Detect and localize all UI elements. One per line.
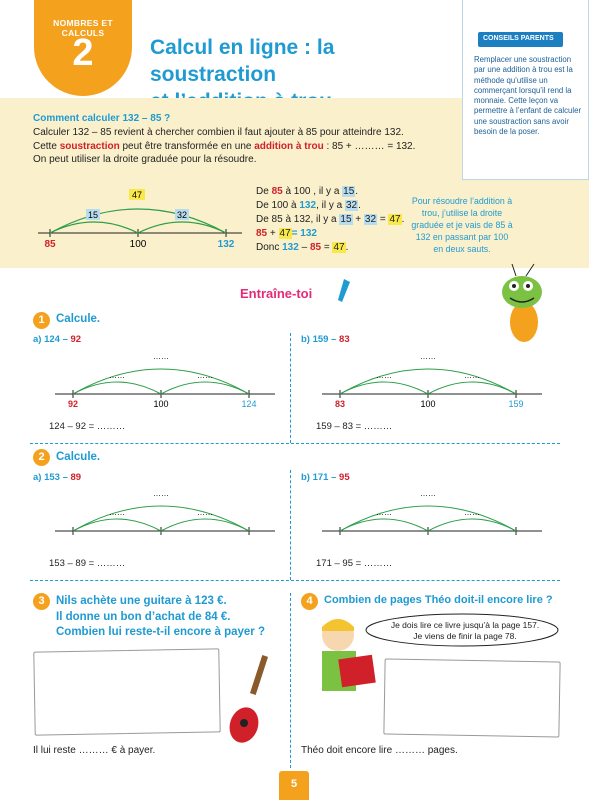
answer-line[interactable]: 153 – 89 = ……… — [49, 558, 126, 569]
title-line-1: Calcul en ligne : la soustraction — [150, 36, 335, 86]
tick-end: 124 — [241, 399, 257, 409]
lesson-number-line — [30, 185, 250, 250]
number-line-1a — [55, 350, 275, 410]
tick-start: 92 — [67, 399, 79, 409]
answer-sentence[interactable]: Il lui reste ……… € à payer. — [33, 745, 156, 756]
arc-label-total: 47 — [131, 190, 143, 200]
svg-text:……: …… — [376, 371, 392, 380]
step: De 85 à 100 , il y a 15. — [256, 186, 359, 197]
arc-label-1: 15 — [87, 210, 99, 220]
category-label: NOMBRES ET CALCULS — [53, 18, 113, 38]
svg-text:……: …… — [464, 371, 480, 380]
exercise-title: Nils achète une guitare à 123 €. Il donne un bon d’achat de 84 €. Combien lui reste-t-il encore à payer ? — [56, 595, 265, 638]
guitar-illustration — [222, 655, 282, 750]
grasshopper-mascot — [494, 262, 554, 352]
answer-sentence[interactable]: Théo doit encore lire ……… pages. — [301, 745, 458, 756]
number-line-2b — [322, 487, 542, 542]
practice-title: Entraîne-toi — [240, 286, 313, 301]
exercise-number: 3 — [33, 593, 50, 610]
answer-line[interactable]: 159 – 83 = ……… — [316, 421, 393, 432]
svg-text:……: …… — [420, 352, 436, 361]
tick-end: 132 — [217, 239, 235, 250]
lesson-explanation — [33, 126, 453, 167]
tick-end: 159 — [508, 399, 524, 409]
item-label: a) 124 – 92 — [33, 334, 82, 345]
answer-line[interactable]: 171 – 95 = ……… — [316, 558, 393, 569]
number-line-1b — [322, 350, 542, 410]
answer-notepad[interactable] — [33, 648, 220, 735]
tip-text: Pour résoudre l’addition à trou, j’utilise la droite graduée et je vais de 85 à 132 en passant par 100 en deux sauts. — [411, 196, 513, 254]
lesson-number: 2 — [72, 32, 94, 74]
item-label: a) 153 – 89 — [33, 472, 82, 483]
step: De 100 à 132, il y a 32. — [256, 200, 361, 211]
tick-start: 83 — [334, 399, 346, 409]
speech-text: Je dois lire ce livre jusqu’à la page 157. Je viens de finir la page 78. — [390, 620, 540, 641]
exercise-number: 2 — [33, 449, 50, 466]
explanation-line: On peut utiliser la droite graduée pour la résoudre. — [33, 154, 257, 165]
parents-tag: CONSEILS PARENTS — [478, 32, 563, 47]
tick-mid: 100 — [153, 399, 169, 409]
svg-text:……: …… — [153, 352, 169, 361]
exercise-title: Calcule. — [56, 451, 101, 463]
step: De 85 à 132, il y a 15 + 32 = 47. — [256, 214, 405, 225]
lesson-steps — [256, 185, 404, 255]
divider — [290, 470, 291, 580]
step: 85 + 47= 132 — [256, 228, 317, 239]
page-number: 5 — [279, 771, 309, 800]
divider — [30, 580, 560, 581]
svg-text:……: …… — [109, 371, 125, 380]
answer-line[interactable]: 124 – 92 = ……… — [49, 421, 126, 432]
divider — [290, 333, 291, 443]
exercise-number: 4 — [301, 593, 318, 610]
svg-text:……: …… — [464, 508, 480, 517]
explanation-line: Calculer 132 – 85 revient à chercher combien il faut ajouter à 85 pour atteindre 132. — [33, 127, 404, 138]
svg-text:……: …… — [197, 508, 213, 517]
lesson-badge — [34, 0, 132, 96]
pencil-icon — [334, 278, 352, 304]
lesson-question: Comment calculer 132 – 85 ? — [33, 113, 171, 124]
answer-notepad[interactable] — [383, 658, 560, 737]
divider — [30, 443, 560, 444]
svg-text:……: …… — [197, 371, 213, 380]
parents-text: Remplacer une soustraction par une addition à trou est la méthode qu’utilise un commerçant lorsqu’il rend la monnaie. Cette leçon va permettre à l’enfant de calculer une soustraction sans avoir besoin de la poser. — [474, 55, 582, 137]
tick-start: 85 — [44, 239, 56, 250]
svg-text:……: …… — [376, 508, 392, 517]
svg-text:……: …… — [109, 508, 125, 517]
item-label: b) 159 – 83 — [301, 334, 350, 345]
exercise-title: Calcule. — [56, 313, 101, 325]
arc-label-2: 32 — [176, 210, 188, 220]
tick-mid: 100 — [129, 239, 147, 250]
exercise-title: Combien de pages Théo doit-il encore lire ? — [324, 594, 553, 606]
divider — [290, 593, 291, 768]
item-label: b) 171 – 95 — [301, 472, 350, 483]
step: Donc 132 – 85 = 47. — [256, 242, 349, 253]
exercise-number: 1 — [33, 312, 50, 329]
number-line-2a — [55, 487, 275, 542]
tick-mid: 100 — [420, 399, 436, 409]
svg-text:……: …… — [153, 489, 169, 498]
explanation-line: Cette soustraction peut être transformée en une addition à trou : 85 + ……… = 132. — [33, 140, 416, 152]
svg-text:……: …… — [420, 489, 436, 498]
